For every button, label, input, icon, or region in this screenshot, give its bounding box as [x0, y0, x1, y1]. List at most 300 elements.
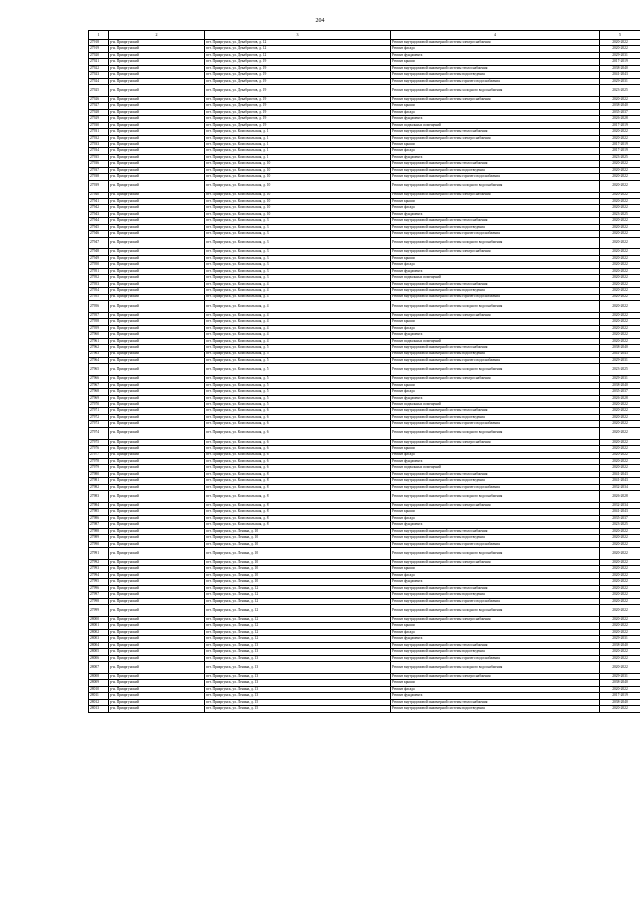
address-cell: пгт. Приаргунск, ул. Ленина, д. 10: [205, 528, 391, 534]
work-type-cell: Ремонт внутридомовой инженерной системы теплоснабжения: [391, 585, 600, 591]
district-cell: р-н. Приаргунский: [109, 515, 205, 521]
district-cell: р-н. Приаргунский: [109, 655, 205, 661]
address-cell: пгт. Приаргунск, ул. Комсомольская, д. 8: [205, 522, 391, 528]
period-cell: 2020-2022: [600, 288, 640, 294]
address-cell: пгт. Приаргунск, ул. Комсомольская, д. 6: [205, 458, 391, 464]
work-type-cell: Ремонт фундамента: [391, 332, 600, 338]
address-cell: пгт. Приаргунск, ул. Комсомольская, д. 4: [205, 294, 391, 300]
address-cell: пгт. Приаргунск, ул. Декабристов, д. 19: [205, 122, 391, 128]
address-cell: пгт. Приаргунск, ул. Комсомольская, д. 6: [205, 414, 391, 420]
period-cell: 2023-2025: [600, 364, 640, 376]
district-cell: р-н. Приаргунский: [109, 332, 205, 338]
district-cell: р-н. Приаргунский: [109, 192, 205, 198]
period-cell: 2029-2031: [600, 52, 640, 58]
period-cell: 2032-2034: [600, 484, 640, 490]
row-number: 27970: [89, 402, 109, 408]
row-number: 27991: [89, 548, 109, 560]
period-cell: 2035-2037: [600, 515, 640, 521]
work-type-cell: Ремонт внутридомовой инженерной системы водоотведения: [391, 288, 600, 294]
address-cell: пгт. Приаргунск, ул. Декабристов, д. 19: [205, 78, 391, 84]
district-cell: р-н. Приаргунский: [109, 548, 205, 560]
address-cell: пгт. Приаргунск, ул. Декабристов, д. 19: [205, 103, 391, 109]
row-number: 27965: [89, 364, 109, 376]
period-cell: 2029-2031: [600, 673, 640, 679]
period-cell: 2017-2019: [600, 59, 640, 65]
period-cell: 2020-2022: [600, 294, 640, 300]
address-cell: пгт. Приаргунск, ул. Комсомольская, д. 3: [205, 249, 391, 255]
work-type-cell: Ремонт фасада: [391, 686, 600, 692]
period-cell: 2020-2022: [600, 414, 640, 420]
district-cell: р-н. Приаргунский: [109, 642, 205, 648]
district-cell: р-н. Приаргунский: [109, 40, 205, 46]
address-cell: пгт. Приаргунск, ул. Ленина, д. 13: [205, 649, 391, 655]
table-row: [89, 662, 640, 674]
work-type-cell: Ремонт подвальных помещений: [391, 338, 600, 344]
row-number: 28000: [89, 616, 109, 622]
work-type-cell: Ремонт крыши: [391, 509, 600, 515]
period-cell: 2020-2022: [600, 218, 640, 224]
period-cell: 2020-2022: [600, 167, 640, 173]
row-number: 27966: [89, 376, 109, 382]
address-cell: пгт. Приаргунск, ул. Комсомольская, д. 6: [205, 446, 391, 452]
address-cell: пгт. Приаргунск, ул. Декабристов, д. 12: [205, 52, 391, 58]
work-type-cell: Ремонт внутридомовой инженерной системы водоотведения: [391, 478, 600, 484]
address-cell: пгт. Приаргунск, ул. Ленина, д. 13: [205, 642, 391, 648]
row-number: 28012: [89, 699, 109, 705]
row-number: 27974: [89, 427, 109, 439]
district-cell: р-н. Приаргунский: [109, 649, 205, 655]
row-number: 27958: [89, 319, 109, 325]
address-cell: пгт. Приаргунск, ул. Ленина, д. 12: [205, 616, 391, 622]
district-cell: р-н. Приаргунский: [109, 408, 205, 414]
work-type-cell: Ремонт внутридомовой инженерной системы холодного водоснабжения: [391, 427, 600, 439]
work-type-cell: Ремонт внутридомовой инженерной системы теплоснабжения: [391, 408, 600, 414]
period-cell: 2020-2022: [600, 40, 640, 46]
address-cell: пгт. Приаргунск, ул. Комсомольская, д. 5: [205, 357, 391, 363]
district-cell: р-н. Приаргунский: [109, 693, 205, 699]
work-type-cell: Ремонт внутридомовой инженерной системы теплоснабжения: [391, 345, 600, 351]
row-number: 27972: [89, 414, 109, 420]
work-type-cell: Ремонт внутридомовой инженерной системы электроснабжения: [391, 40, 600, 46]
address-cell: пгт. Приаргунск, ул. Комсомольская, д. 4: [205, 338, 391, 344]
row-number: 28013: [89, 706, 109, 712]
address-cell: пгт. Приаргунск, ул. Ленина, д. 10: [205, 572, 391, 578]
address-cell: пгт. Приаргунск, ул. Декабристов, д. 19: [205, 85, 391, 97]
period-cell: 2020-2022: [600, 629, 640, 635]
address-cell: пгт. Приаргунск, ул. Комсомольская, д. 10: [205, 161, 391, 167]
address-cell: пгт. Приаргунск, ул. Комсомольская, д. 1: [205, 142, 391, 148]
district-cell: р-н. Приаргунский: [109, 364, 205, 376]
column-header: 3: [205, 31, 391, 40]
address-cell: пгт. Приаргунск, ул. Ленина, д. 13: [205, 673, 391, 679]
district-cell: р-н. Приаргунский: [109, 452, 205, 458]
period-cell: 2017-2019: [600, 122, 640, 128]
row-number: 27975: [89, 439, 109, 445]
row-number: 27928: [89, 109, 109, 115]
period-cell: 2029-2031: [600, 357, 640, 363]
table-row: [89, 364, 640, 376]
period-cell: 2020-2022: [600, 192, 640, 198]
work-type-cell: Ремонт внутридомовой инженерной системы горячего водоснабжения: [391, 294, 600, 300]
work-type-cell: Ремонт внутридомовой инженерной системы горячего водоснабжения: [391, 655, 600, 661]
district-cell: р-н. Приаргунский: [109, 46, 205, 52]
period-cell: 2020-2022: [600, 161, 640, 167]
row-number: 28001: [89, 623, 109, 629]
row-number: 28006: [89, 655, 109, 661]
work-type-cell: Ремонт внутридомовой инженерной системы электроснабжения: [391, 249, 600, 255]
row-number: 27980: [89, 471, 109, 477]
district-cell: р-н. Приаргунский: [109, 357, 205, 363]
address-cell: пгт. Приаргунск, ул. Декабристов, д. 19: [205, 65, 391, 71]
work-type-cell: Ремонт внутридомовой инженерной системы теплоснабжения: [391, 471, 600, 477]
address-cell: пгт. Приаргунск, ул. Ленина, д. 15: [205, 706, 391, 712]
table-row: [89, 706, 640, 712]
period-cell: 2020-2022: [600, 649, 640, 655]
row-number: 27938: [89, 174, 109, 180]
address-cell: пгт. Приаргунск, ул. Ленина, д. 10: [205, 579, 391, 585]
address-cell: пгт. Приаргунск, ул. Комсомольская, д. 5: [205, 351, 391, 357]
address-cell: пгт. Приаргунск, ул. Ленина, д. 13: [205, 655, 391, 661]
district-cell: р-н. Приаргунский: [109, 237, 205, 249]
district-cell: р-н. Приаргунский: [109, 198, 205, 204]
district-cell: р-н. Приаргунский: [109, 275, 205, 281]
work-type-cell: Ремонт внутридомовой инженерной системы водоотведения: [391, 592, 600, 598]
row-number: 27947: [89, 237, 109, 249]
row-number: 27925: [89, 85, 109, 97]
address-cell: пгт. Приаргунск, ул. Комсомольская, д. 8: [205, 503, 391, 509]
district-cell: р-н. Приаргунский: [109, 122, 205, 128]
table-row: [89, 85, 640, 97]
address-cell: пгт. Приаргунск, ул. Комсомольская, д. 8: [205, 471, 391, 477]
district-cell: р-н. Приаргунский: [109, 579, 205, 585]
district-cell: р-н. Приаргунский: [109, 351, 205, 357]
district-cell: р-н. Приаргунский: [109, 142, 205, 148]
address-cell: пгт. Приаргунск, ул. Декабристов, д. 19: [205, 72, 391, 78]
period-cell: 2020-2022: [600, 616, 640, 622]
work-type-cell: Ремонт внутридомовой инженерной системы электроснабжения: [391, 135, 600, 141]
address-cell: пгт. Приаргунск, ул. Ленина, д. 12: [205, 585, 391, 591]
row-number: 27946: [89, 231, 109, 237]
work-type-cell: Ремонт внутридомовой инженерной системы электроснабжения: [391, 96, 600, 102]
row-number: 27986: [89, 515, 109, 521]
district-cell: р-н. Приаргунский: [109, 312, 205, 318]
work-type-cell: Ремонт фундамента: [391, 211, 600, 217]
district-cell: р-н. Приаргунский: [109, 294, 205, 300]
period-cell: 2020-2022: [600, 686, 640, 692]
address-cell: пгт. Приаргунск, ул. Декабристов, д. 19: [205, 59, 391, 65]
work-type-cell: Ремонт крыши: [391, 142, 600, 148]
work-type-cell: Ремонт фундамента: [391, 268, 600, 274]
district-cell: р-н. Приаргунский: [109, 174, 205, 180]
column-header: 5: [600, 31, 640, 40]
address-cell: пгт. Приаргунск, ул. Комсомольская, д. 5: [205, 395, 391, 401]
table-row: [89, 237, 640, 249]
district-cell: р-н. Приаргунский: [109, 686, 205, 692]
work-type-cell: Ремонт фасада: [391, 515, 600, 521]
work-type-cell: Ремонт внутридомовой инженерной системы теплоснабжения: [391, 218, 600, 224]
row-number: 27976: [89, 446, 109, 452]
work-type-cell: Ремонт внутридомовой инженерной системы теплоснабжения: [391, 528, 600, 534]
row-number: 27984: [89, 503, 109, 509]
district-cell: р-н. Приаргунский: [109, 605, 205, 617]
district-cell: р-н. Приаргунский: [109, 249, 205, 255]
address-cell: пгт. Приаргунск, ул. Комсомольская, д. 10: [205, 198, 391, 204]
address-cell: пгт. Приаргунск, ул. Комсомольская, д. 3: [205, 231, 391, 237]
row-number: 27998: [89, 598, 109, 604]
work-type-cell: Ремонт внутридомовой инженерной системы горячего водоснабжения: [391, 421, 600, 427]
district-cell: р-н. Приаргунский: [109, 148, 205, 154]
work-type-cell: Ремонт внутридомовой инженерной системы горячего водоснабжения: [391, 174, 600, 180]
row-number: 27961: [89, 338, 109, 344]
address-cell: пгт. Приаргунск, ул. Декабристов, д. 12: [205, 40, 391, 46]
district-cell: р-н. Приаргунский: [109, 300, 205, 312]
period-cell: 2020-2022: [600, 255, 640, 261]
period-cell: 2020-2022: [600, 655, 640, 661]
work-type-cell: Ремонт фасада: [391, 572, 600, 578]
district-cell: р-н. Приаргунский: [109, 72, 205, 78]
period-cell: 2038-2040: [600, 103, 640, 109]
row-number: 27977: [89, 452, 109, 458]
row-number: 27939: [89, 180, 109, 192]
district-cell: р-н. Приаргунский: [109, 471, 205, 477]
district-cell: р-н. Приаргунский: [109, 325, 205, 331]
district-cell: р-н. Приаргунский: [109, 522, 205, 528]
address-cell: пгт. Приаргунск, ул. Комсомольская, д. 8: [205, 515, 391, 521]
row-number: 27951: [89, 268, 109, 274]
table-row: [89, 427, 640, 439]
row-number: 27967: [89, 382, 109, 388]
district-cell: р-н. Приаргунский: [109, 85, 205, 97]
period-cell: 2020-2022: [600, 268, 640, 274]
district-cell: р-н. Приаргунский: [109, 484, 205, 490]
work-type-cell: Ремонт внутридомовой инженерной системы холодного водоснабжения: [391, 237, 600, 249]
district-cell: р-н. Приаргунский: [109, 662, 205, 674]
work-type-cell: Ремонт внутридомовой инженерной системы горячего водоснабжения: [391, 484, 600, 490]
district-cell: р-н. Приаргунский: [109, 268, 205, 274]
row-number: 27927: [89, 103, 109, 109]
address-cell: пгт. Приаргунск, ул. Комсомольская, д. 4: [205, 332, 391, 338]
period-cell: 2020-2022: [600, 566, 640, 572]
address-cell: пгт. Приаргунск, ул. Комсомольская, д. 10: [205, 205, 391, 211]
period-cell: 2020-2022: [600, 706, 640, 712]
period-cell: 2020-2022: [600, 408, 640, 414]
work-type-cell: Ремонт крыши: [391, 59, 600, 65]
row-number: 27920: [89, 52, 109, 58]
row-number: 27936: [89, 161, 109, 167]
period-cell: 2017-2019: [600, 693, 640, 699]
column-header: 2: [109, 31, 205, 40]
work-type-cell: Ремонт внутридомовой инженерной системы теплоснабжения: [391, 281, 600, 287]
row-number: 27952: [89, 275, 109, 281]
period-cell: 2041-2043: [600, 478, 640, 484]
address-cell: пгт. Приаргунск, ул. Комсомольская, д. 4: [205, 319, 391, 325]
address-cell: пгт. Приаргунск, ул. Ленина, д. 10: [205, 541, 391, 547]
row-number: 28005: [89, 649, 109, 655]
address-cell: пгт. Приаргунск, ул. Комсомольская, д. 10: [205, 180, 391, 192]
district-cell: р-н. Приаргунский: [109, 503, 205, 509]
row-number: 27950: [89, 262, 109, 268]
period-cell: 2020-2022: [600, 262, 640, 268]
period-cell: 2020-2022: [600, 427, 640, 439]
work-type-cell: Ремонт крыши: [391, 623, 600, 629]
period-cell: 2020-2022: [600, 465, 640, 471]
period-cell: 2041-2043: [600, 72, 640, 78]
work-type-cell: Ремонт внутридомовой инженерной системы горячего водоснабжения: [391, 598, 600, 604]
district-cell: р-н. Приаргунский: [109, 218, 205, 224]
period-cell: 2020-2022: [600, 338, 640, 344]
period-cell: 2023-2025: [600, 154, 640, 160]
period-cell: 2020-2022: [600, 605, 640, 617]
address-cell: пгт. Приаргунск, ул. Комсомольская, д. 1: [205, 154, 391, 160]
address-cell: пгт. Приаргунск, ул. Комсомольская, д. 6: [205, 421, 391, 427]
work-type-cell: Ремонт внутридомовой инженерной системы горячего водоснабжения: [391, 231, 600, 237]
row-number: 27969: [89, 395, 109, 401]
district-cell: р-н. Приаргунский: [109, 458, 205, 464]
row-number: 27999: [89, 605, 109, 617]
row-number: 27979: [89, 465, 109, 471]
work-type-cell: Ремонт внутридомовой инженерной системы холодного водоснабжения: [391, 491, 600, 503]
work-type-cell: Ремонт фундамента: [391, 636, 600, 642]
period-cell: 2020-2022: [600, 458, 640, 464]
district-cell: р-н. Приаргунский: [109, 116, 205, 122]
district-cell: р-н. Приаргунский: [109, 65, 205, 71]
district-cell: р-н. Приаргунский: [109, 167, 205, 173]
header-row: [89, 31, 640, 40]
row-number: 27924: [89, 78, 109, 84]
address-cell: пгт. Приаргунск, ул. Комсомольская, д. 1: [205, 135, 391, 141]
district-cell: р-н. Приаргунский: [109, 395, 205, 401]
district-cell: р-н. Приаргунский: [109, 592, 205, 598]
work-type-cell: Ремонт подвальных помещений: [391, 402, 600, 408]
period-cell: 2023-2025: [600, 522, 640, 528]
row-number: 27923: [89, 72, 109, 78]
address-cell: пгт. Приаргунск, ул. Ленина, д. 12: [205, 605, 391, 617]
period-cell: 2041-2043: [600, 351, 640, 357]
period-cell: 2020-2022: [600, 560, 640, 566]
row-number: 27926: [89, 96, 109, 102]
district-cell: р-н. Приаргунский: [109, 135, 205, 141]
district-cell: р-н. Приаргунский: [109, 345, 205, 351]
row-number: 27943: [89, 211, 109, 217]
repair-schedule-table: [88, 30, 640, 713]
row-number: 27929: [89, 116, 109, 122]
work-type-cell: Ремонт фундамента: [391, 693, 600, 699]
work-type-cell: Ремонт внутридомовой инженерной системы электроснабжения: [391, 616, 600, 622]
period-cell: 2017-2019: [600, 148, 640, 154]
district-cell: р-н. Приаргунский: [109, 414, 205, 420]
address-cell: пгт. Приаргунск, ул. Комсомольская, д. 5: [205, 402, 391, 408]
district-cell: р-н. Приаргунский: [109, 478, 205, 484]
work-type-cell: Ремонт фасада: [391, 46, 600, 52]
address-cell: пгт. Приаргунск, ул. Ленина, д. 12: [205, 592, 391, 598]
work-type-cell: Ремонт внутридомовой инженерной системы холодного водоснабжения: [391, 662, 600, 674]
district-cell: р-н. Приаргунский: [109, 446, 205, 452]
row-number: 27931: [89, 129, 109, 135]
period-cell: 2020-2022: [600, 135, 640, 141]
work-type-cell: Ремонт внутридомовой инженерной системы водоотведения: [391, 167, 600, 173]
work-type-cell: Ремонт внутридомовой инженерной системы теплоснабжения: [391, 699, 600, 705]
district-cell: р-н. Приаргунский: [109, 491, 205, 503]
row-number: 27988: [89, 528, 109, 534]
work-type-cell: Ремонт внутридомовой инженерной системы водоотведения: [391, 535, 600, 541]
row-number: 27964: [89, 357, 109, 363]
period-cell: 2020-2022: [600, 312, 640, 318]
address-cell: пгт. Приаргунск, ул. Ленина, д. 13: [205, 693, 391, 699]
address-cell: пгт. Приаргунск, ул. Комсомольская, д. 4: [205, 325, 391, 331]
period-cell: 2020-2022: [600, 332, 640, 338]
district-cell: р-н. Приаргунский: [109, 52, 205, 58]
address-cell: пгт. Приаргунск, ул. Ленина, д. 10: [205, 535, 391, 541]
row-number: 28007: [89, 662, 109, 674]
address-cell: пгт. Приаргунск, ул. Комсомольская, д. 5: [205, 345, 391, 351]
period-cell: 2020-2022: [600, 224, 640, 230]
work-type-cell: Ремонт крыши: [391, 382, 600, 388]
district-cell: р-н. Приаргунский: [109, 78, 205, 84]
period-cell: 2023-2025: [600, 85, 640, 97]
district-cell: р-н. Приаргунский: [109, 109, 205, 115]
work-type-cell: Ремонт фасада: [391, 629, 600, 635]
row-number: 27941: [89, 198, 109, 204]
period-cell: 2020-2022: [600, 281, 640, 287]
district-cell: р-н. Приаргунский: [109, 509, 205, 515]
district-cell: р-н. Приаргунский: [109, 288, 205, 294]
period-cell: 2020-2022: [600, 319, 640, 325]
work-type-cell: Ремонт фундамента: [391, 458, 600, 464]
period-cell: 2020-2022: [600, 237, 640, 249]
row-number: 27983: [89, 491, 109, 503]
row-number: 27982: [89, 484, 109, 490]
address-cell: пгт. Приаргунск, ул. Комсомольская, д. 6: [205, 465, 391, 471]
period-cell: 2035-2037: [600, 109, 640, 115]
address-cell: пгт. Приаргунск, ул. Комсомольская, д. 5: [205, 376, 391, 382]
address-cell: пгт. Приаргунск, ул. Комсомольская, д. 1: [205, 129, 391, 135]
work-type-cell: Ремонт внутридомовой инженерной системы водоотведения: [391, 224, 600, 230]
address-cell: пгт. Приаргунск, ул. Комсомольская, д. 10: [205, 174, 391, 180]
row-number: 28010: [89, 686, 109, 692]
table-row: [89, 491, 640, 503]
period-cell: 2026-2028: [600, 491, 640, 503]
address-cell: пгт. Приаргунск, ул. Комсомольская, д. 6: [205, 408, 391, 414]
period-cell: 2029-2031: [600, 78, 640, 84]
period-cell: 2020-2022: [600, 96, 640, 102]
address-cell: пгт. Приаргунск, ул. Комсомольская, д. 8: [205, 509, 391, 515]
district-cell: р-н. Приаргунский: [109, 376, 205, 382]
column-header: 1: [89, 31, 109, 40]
district-cell: р-н. Приаргунский: [109, 224, 205, 230]
period-cell: 2020-2022: [600, 528, 640, 534]
period-cell: 2020-2022: [600, 325, 640, 331]
table-row: [89, 605, 640, 617]
district-cell: р-н. Приаргунский: [109, 541, 205, 547]
row-number: 28002: [89, 629, 109, 635]
work-type-cell: Ремонт внутридомовой инженерной системы горячего водоснабжения: [391, 78, 600, 84]
work-type-cell: Ремонт внутридомовой инженерной системы электроснабжения: [391, 192, 600, 198]
row-number: 27995: [89, 579, 109, 585]
work-type-cell: Ремонт внутридомовой инженерной системы теплоснабжения: [391, 161, 600, 167]
address-cell: пгт. Приаргунск, ул. Комсомольская, д. 1: [205, 148, 391, 154]
period-cell: 2041-2043: [600, 509, 640, 515]
work-type-cell: Ремонт внутридомовой инженерной системы водоотведения: [391, 706, 600, 712]
district-cell: р-н. Приаргунский: [109, 560, 205, 566]
period-cell: 2032-2034: [600, 503, 640, 509]
work-type-cell: Ремонт внутридомовой инженерной системы холодного водоснабжения: [391, 364, 600, 376]
district-cell: р-н. Приаргунский: [109, 623, 205, 629]
district-cell: р-н. Приаргунский: [109, 180, 205, 192]
row-number: 27993: [89, 566, 109, 572]
row-number: 27948: [89, 249, 109, 255]
work-type-cell: Ремонт внутридомовой инженерной системы холодного водоснабжения: [391, 605, 600, 617]
address-cell: пгт. Приаргунск, ул. Комсомольская, д. 5: [205, 364, 391, 376]
